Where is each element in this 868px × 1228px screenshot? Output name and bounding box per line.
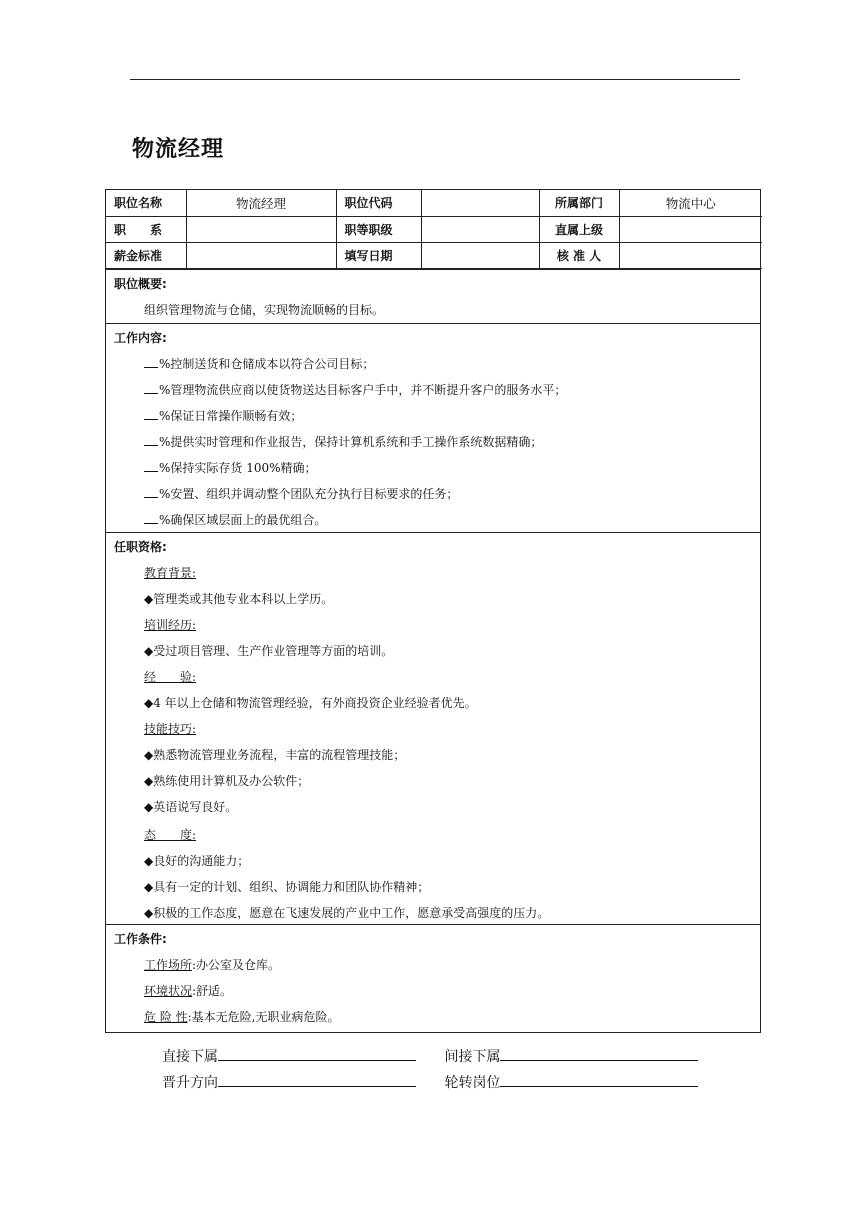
date-value (421, 242, 539, 268)
risk-value: :基本无危险,无职业病危险。 (187, 1009, 340, 1024)
date-label: 填写日期 (336, 242, 421, 268)
work-item-text: %保证日常操作顺畅有效； (159, 408, 303, 423)
qualification-title: 任职资格: (114, 539, 167, 554)
attitude-heading: 态 度: (144, 827, 197, 842)
direct-reports-label: 直接下属 (162, 1049, 218, 1065)
rotation-label: 轮转岗位 (444, 1075, 501, 1091)
indirect-reports-label: 间接下属 (444, 1049, 501, 1065)
header-rule (130, 79, 740, 80)
page-title: 物流经理 (132, 137, 225, 162)
job-family-label: 职 系 (106, 216, 186, 242)
supervisor-value (619, 216, 762, 242)
attitude-item: ◆良好的沟通能力； (144, 853, 250, 868)
training-heading: 培训经历: (144, 617, 197, 632)
percent-blank (144, 460, 158, 472)
job-description-form (105, 189, 761, 1033)
work-item (106, 408, 760, 424)
percent-blank (144, 486, 158, 498)
overview-title: 职位概要: (114, 276, 167, 291)
percent-blank (144, 382, 158, 394)
environment-line (106, 983, 760, 999)
work-item (106, 512, 760, 528)
percent-blank (144, 356, 158, 368)
skills-item: ◆英语说写良好。 (144, 799, 238, 814)
work-item-text: %确保区域层面上的最优组合。 (159, 512, 327, 527)
footer-row-2 (162, 1072, 698, 1092)
rotation-field[interactable] (500, 1072, 698, 1087)
department-value: 物流中心 (619, 190, 762, 216)
overview-text: 组织管理物流与仓储，实现物流顺畅的目标。 (144, 302, 385, 317)
work-item-text: %保持实际存货 100%精确； (159, 460, 317, 475)
overview-section (106, 269, 760, 323)
percent-blank (144, 408, 158, 420)
attitude-item: ◆积极的工作态度，愿意在飞速发展的产业中工作，愿意承受高强度的压力。 (144, 905, 550, 920)
risk-label: 危 险 性 (144, 1009, 188, 1024)
indirect-reports-field[interactable] (500, 1046, 698, 1061)
approver-label: 核 准 人 (539, 242, 619, 268)
work-item-text: %控制送货和仓储成本以符合公司目标； (159, 356, 375, 371)
workplace-label: 工作场所 (144, 957, 193, 972)
direct-reports-field[interactable] (218, 1046, 416, 1061)
footer-row-1 (162, 1046, 698, 1066)
risk-line (106, 1009, 760, 1025)
table-row (106, 216, 762, 242)
position-code-value (421, 190, 539, 216)
work-item (106, 434, 760, 450)
percent-blank (144, 512, 158, 524)
work-item (106, 356, 760, 372)
work-list (106, 356, 760, 528)
skills-item: ◆熟练使用计算机及办公软件； (144, 773, 310, 788)
environment-label: 环境状况 (144, 983, 193, 998)
department-label: 所属部门 (539, 190, 619, 216)
conditions-section (106, 924, 760, 1032)
promotion-field[interactable] (218, 1072, 416, 1087)
work-item-text: %提供实时管理和作业报告，保持计算机系统和手工操作系统数据精确； (159, 434, 543, 449)
environment-value: :舒适。 (192, 983, 233, 998)
work-item-text: %管理物流供应商以使货物送达目标客户手中，并不断提升客户的服务水平； (159, 382, 567, 397)
table-row (106, 242, 762, 268)
grade-value (421, 216, 539, 242)
promotion-label: 晋升方向 (162, 1075, 218, 1091)
experience-heading: 经 验: (144, 669, 197, 684)
workplace-value: :办公室及仓库。 (192, 957, 281, 972)
work-item (106, 486, 760, 502)
work-item-text: %安置、组织并调动整个团队充分执行目标要求的任务； (159, 486, 459, 501)
table-row (106, 190, 762, 216)
skills-item: ◆熟悉物流管理业务流程，丰富的流程管理技能； (144, 747, 406, 762)
approver-value (619, 242, 762, 268)
work-item (106, 460, 760, 476)
percent-blank (144, 434, 158, 446)
attitude-item: ◆具有一定的计划、组织、协调能力和团队协作精神； (144, 879, 430, 894)
work-item (106, 382, 760, 398)
info-table (106, 190, 762, 269)
salary-label: 薪金标准 (106, 242, 186, 268)
work-section (106, 323, 760, 532)
qualification-section (106, 532, 760, 924)
work-title: 工作内容: (114, 330, 167, 345)
position-code-label: 职位代码 (336, 190, 421, 216)
training-item: ◆受过项目管理、生产作业管理等方面的培训。 (144, 643, 394, 658)
workplace-line (106, 957, 760, 973)
education-heading: 教育背景: (144, 565, 197, 580)
skills-heading: 技能技巧: (144, 721, 197, 736)
experience-item: ◆4 年以上仓储和物流管理经验，有外商投资企业经验者优先。 (144, 695, 477, 710)
grade-label: 职等职级 (336, 216, 421, 242)
position-name-value: 物流经理 (186, 190, 336, 216)
position-name-label: 职位名称 (106, 190, 186, 216)
education-item: ◆管理类或其他专业本科以上学历。 (144, 591, 334, 606)
salary-value (186, 242, 336, 268)
conditions-title: 工作条件: (114, 931, 167, 946)
supervisor-label: 直属上级 (539, 216, 619, 242)
job-family-value (186, 216, 336, 242)
